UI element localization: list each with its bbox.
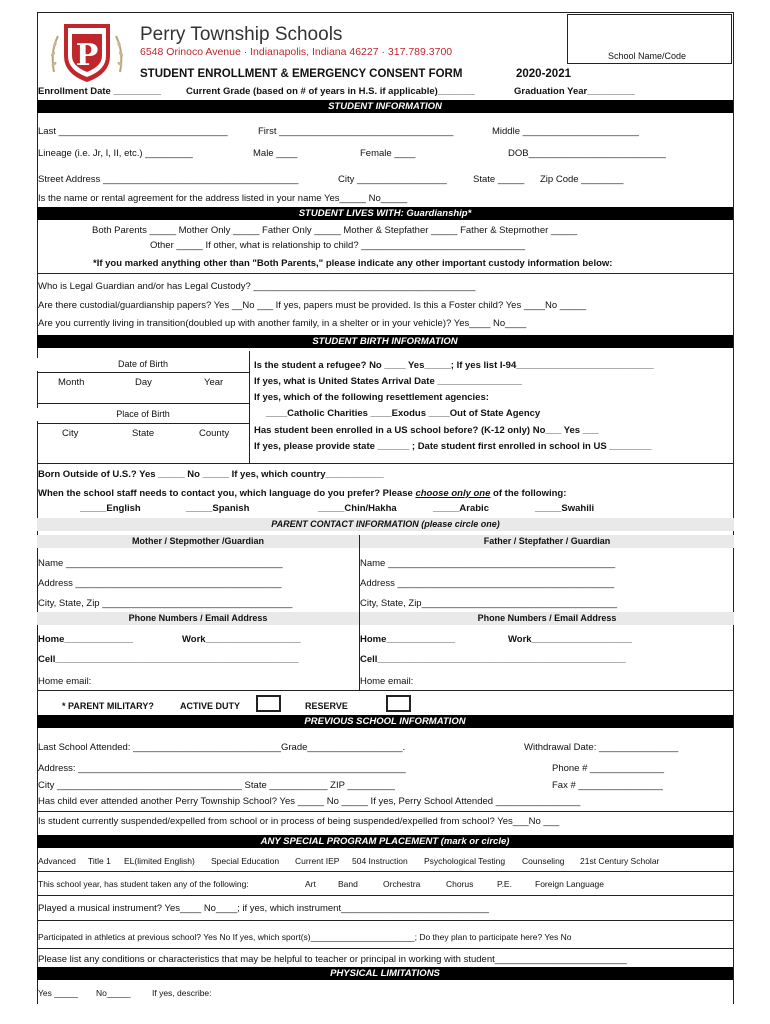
language-english-option[interactable]: _____English (80, 503, 141, 514)
school-year: 2020-2021 (516, 68, 571, 80)
refugee-question[interactable]: Is the student a refugee? No ____ Yes_____; If yes list I-94__________________________ (254, 360, 654, 371)
student-information-header: STUDENT INFORMATION (37, 100, 733, 113)
last-name-field[interactable]: Last ________________________________ (38, 126, 228, 137)
mother-name-field[interactable]: Name _________________________________________ (38, 558, 283, 569)
divider (37, 811, 734, 812)
city-field[interactable]: City _________________ (338, 174, 447, 185)
parent-contact-header: PARENT CONTACT INFORMATION (please circle one) (37, 518, 734, 531)
resettlement-agencies-options[interactable]: ____Catholic Charities ____Exodus ____Out of State Agency (266, 408, 541, 419)
year-label[interactable]: Year (204, 377, 224, 388)
divider (37, 372, 249, 373)
program-special-education[interactable]: Special Education (211, 856, 280, 866)
withdrawal-date-field[interactable]: Withdrawal Date: _______________ (524, 742, 679, 753)
father-cell-phone-field[interactable]: Cell_______________________________________________ (360, 654, 626, 665)
month-label[interactable]: Month (58, 377, 85, 388)
physical-limitations-no[interactable]: No_____ (96, 988, 131, 998)
attended-perry-question[interactable]: Has child ever attended another Perry Township School? Yes _____ No _____ If yes, Perry School Attended ________________ (38, 796, 581, 807)
activity-chorus[interactable]: Chorus (446, 879, 474, 889)
father-email-field[interactable]: Home email: (360, 676, 414, 687)
date-of-birth-label: Date of Birth (37, 358, 249, 371)
active-duty-label: ACTIVE DUTY (180, 701, 241, 711)
musical-instrument-question[interactable]: Played a musical instrument? Yes____ No____; if yes, which instrument____________________________ (38, 903, 490, 914)
conditions-question[interactable]: Please list any conditions or characteristics that may be helpful to teacher or principal in working with student_________________________ (38, 954, 627, 965)
lineage-field[interactable]: Lineage (i.e. Jr, I, II, etc.) _________ (38, 148, 193, 159)
divider (37, 871, 734, 872)
birth-city-label[interactable]: City (62, 428, 79, 439)
program-current-iep[interactable]: Current IEP (295, 856, 340, 866)
rental-agreement-question[interactable]: Is the name or rental agreement for the address listed in your name Yes_____ No_____ (38, 193, 408, 204)
previous-school-address-field[interactable]: Address: ______________________________________________________________ (38, 763, 406, 774)
street-address-field[interactable]: Street Address _____________________________________ (38, 174, 299, 185)
school-name-title: Perry Township Schools (140, 24, 343, 45)
mother-home-phone-field[interactable]: Home_____________ (38, 634, 134, 645)
mother-guardian-header: Mother / Stepmother /Guardian (37, 535, 359, 548)
female-field[interactable]: Female ____ (360, 148, 416, 159)
male-field[interactable]: Male ____ (253, 148, 298, 159)
language-swahili-option[interactable]: _____Swahili (535, 503, 595, 514)
program-el[interactable]: EL(limited English) (124, 856, 195, 866)
last-school-attended-field[interactable]: Last School Attended: ____________________________Grade__________________. (38, 742, 406, 753)
custody-note: *If you marked anything other than "Both Parents," please indicate any other important custody information below: (93, 258, 613, 269)
parent-columns-divider (359, 535, 360, 690)
language-question-text: When the school staff needs to contact you, which language do you prefer? Please (38, 488, 413, 499)
program-counseling[interactable]: Counseling (522, 856, 565, 866)
divider (37, 948, 734, 949)
divider (37, 423, 249, 424)
birth-county-label[interactable]: County (199, 428, 230, 439)
mother-cell-phone-field[interactable]: Cell______________________________________________ (38, 654, 299, 665)
program-advanced[interactable]: Advanced (38, 856, 76, 866)
language-question-emphasis: choose only one (415, 488, 491, 499)
school-address: 6548 Orinoco Avenue · Indianapolis, Indiana 46227 · 317.789.3700 (140, 46, 453, 58)
previous-school-city-field[interactable]: City ___________________________________ State ___________ ZIP _________ (38, 780, 395, 791)
reserve-label: RESERVE (305, 701, 348, 711)
parent-military-label: * PARENT MILITARY? (62, 701, 154, 711)
middle-name-field[interactable]: Middle ______________________ (492, 126, 639, 137)
father-guardian-header: Father / Stepfather / Guardian (360, 535, 734, 548)
activities-question: This school year, has student taken any of the following: (38, 879, 249, 889)
program-504[interactable]: 504 Instruction (352, 856, 408, 866)
program-21st-century-scholar[interactable]: 21st Century Scholar (580, 856, 660, 866)
living-in-transition-question[interactable]: Are you currently living in transition(doubled up with another family, in a shelter or in your vehicle)? Yes____ No____ (38, 318, 527, 329)
birth-information-header: STUDENT BIRTH INFORMATION (37, 335, 733, 348)
divider (37, 403, 249, 404)
current-grade-field[interactable]: Current Grade (based on # of years in H.S. if applicable)_______ (186, 86, 475, 97)
father-home-phone-field[interactable]: Home_____________ (360, 634, 456, 645)
suspended-question[interactable]: Is student currently suspended/expelled from school or in process of being suspended/expelled from school? Yes___No ___ (38, 816, 560, 827)
page-top-border (37, 12, 734, 13)
birth-state-label[interactable]: State (132, 428, 155, 439)
father-city-state-zip-field[interactable]: City, State, Zip_____________________________________ (360, 598, 618, 609)
lives-with-header: STUDENT LIVES WITH: Guardianship* (37, 207, 733, 220)
divider (37, 463, 734, 464)
activity-orchestra[interactable]: Orchestra (383, 879, 421, 889)
form-title: STUDENT ENROLLMENT & EMERGENCY CONSENT FORM (140, 68, 463, 80)
birth-table-divider (249, 351, 250, 464)
language-chin-option[interactable]: _____Chin/Hakha (318, 503, 397, 514)
activity-band[interactable]: Band (338, 879, 358, 889)
state-field[interactable]: State _____ (473, 174, 525, 185)
divider (37, 273, 734, 274)
school-name-code-label: School Name/Code (608, 51, 687, 61)
program-psychological-testing[interactable]: Psychological Testing (424, 856, 506, 866)
physical-limitations-describe[interactable]: If yes, describe: (152, 988, 212, 998)
previous-school-header: PREVIOUS SCHOOL INFORMATION (37, 715, 733, 728)
legal-guardian-field[interactable]: Who is Legal Guardian and/or has Legal Custody? __________________________________________ (38, 281, 476, 292)
father-phone-header: Phone Numbers / Email Address (360, 612, 734, 625)
language-spanish-option[interactable]: _____Spanish (186, 503, 250, 514)
physical-limitations-header: PHYSICAL LIMITATIONS (37, 967, 733, 980)
resettlement-agencies-label: If yes, which of the following resettlement agencies: (254, 392, 489, 403)
guardianship-options[interactable]: Both Parents _____ Mother Only _____ Father Only _____ Mother & Stepfather _____ Father & Stepmother _____ (92, 225, 578, 236)
mother-city-state-zip-field[interactable]: City, State, Zip ____________________________________ (38, 598, 293, 609)
other-relationship-field[interactable]: Other _____ If other, what is relationship to child? _______________________________ (150, 240, 526, 251)
father-address-field[interactable]: Address _________________________________________ (360, 578, 615, 589)
physical-limitations-yes[interactable]: Yes _____ (38, 988, 78, 998)
place-of-birth-label: Place of Birth (37, 408, 249, 421)
enrolled-us-school-question[interactable]: Has student been enrolled in a US school before? (K-12 only) No___ Yes ___ (254, 425, 599, 436)
graduation-year-field[interactable]: Graduation Year_________ (514, 86, 635, 97)
program-title-1[interactable]: Title 1 (88, 856, 111, 866)
custodial-papers-question[interactable]: Are there custodial/guardianship papers? Yes __No ___ If yes, papers must be provided. Is this a Foster child? Yes ____No _____ (38, 300, 587, 311)
dob-field[interactable]: DOB__________________________ (508, 148, 666, 159)
first-name-field[interactable]: First _________________________________ (258, 126, 454, 137)
athletics-question[interactable]: Participated in athletics at previous school? Yes No If yes, which sport(s)______________________; Do they plan to participate here? Yes No (38, 932, 572, 942)
mother-email-field[interactable]: Home email: (38, 676, 92, 687)
activity-foreign-language[interactable]: Foreign Language (535, 879, 605, 889)
activity-pe[interactable]: P.E. (497, 879, 512, 889)
father-name-field[interactable]: Name ___________________________________________ (360, 558, 616, 569)
activity-art[interactable]: Art (305, 879, 316, 889)
arrival-date-field[interactable]: If yes, what is United States Arrival Date ________________ (254, 376, 522, 387)
day-label[interactable]: Day (135, 377, 152, 388)
zip-code-field[interactable]: Zip Code ________ (540, 174, 624, 185)
mother-phone-header: Phone Numbers / Email Address (37, 612, 359, 625)
logo-letter: P (75, 38, 99, 73)
language-question-suffix: of the following: (493, 488, 567, 499)
divider (37, 690, 734, 691)
language-question (38, 488, 566, 499)
language-arabic-option[interactable]: _____Arabic (433, 503, 489, 514)
mother-work-phone-field[interactable]: Work__________________ (182, 634, 301, 645)
father-work-phone-field[interactable]: Work___________________ (508, 634, 632, 645)
school-logo-icon (46, 16, 128, 88)
special-program-header: ANY SPECIAL PROGRAM PLACEMENT (mark or circle) (37, 835, 733, 848)
reserve-checkbox[interactable] (386, 695, 411, 712)
enrollment-date-field[interactable]: Enrollment Date _________ (38, 86, 162, 97)
previous-school-phone-field[interactable]: Phone # ______________ (552, 763, 665, 774)
divider (37, 920, 734, 921)
provide-state-field[interactable]: If yes, please provide state ______ ; Date student first enrolled in school in US ________ (254, 441, 652, 452)
mother-address-field[interactable]: Address _______________________________________ (38, 578, 282, 589)
divider (37, 895, 734, 896)
previous-school-fax-field[interactable]: Fax # ________________ (552, 780, 663, 791)
page-right-border (733, 12, 734, 1004)
born-outside-us-question[interactable]: Born Outside of U.S.? Yes _____ No _____ If yes, which country___________ (38, 469, 384, 480)
active-duty-checkbox[interactable] (256, 695, 281, 712)
